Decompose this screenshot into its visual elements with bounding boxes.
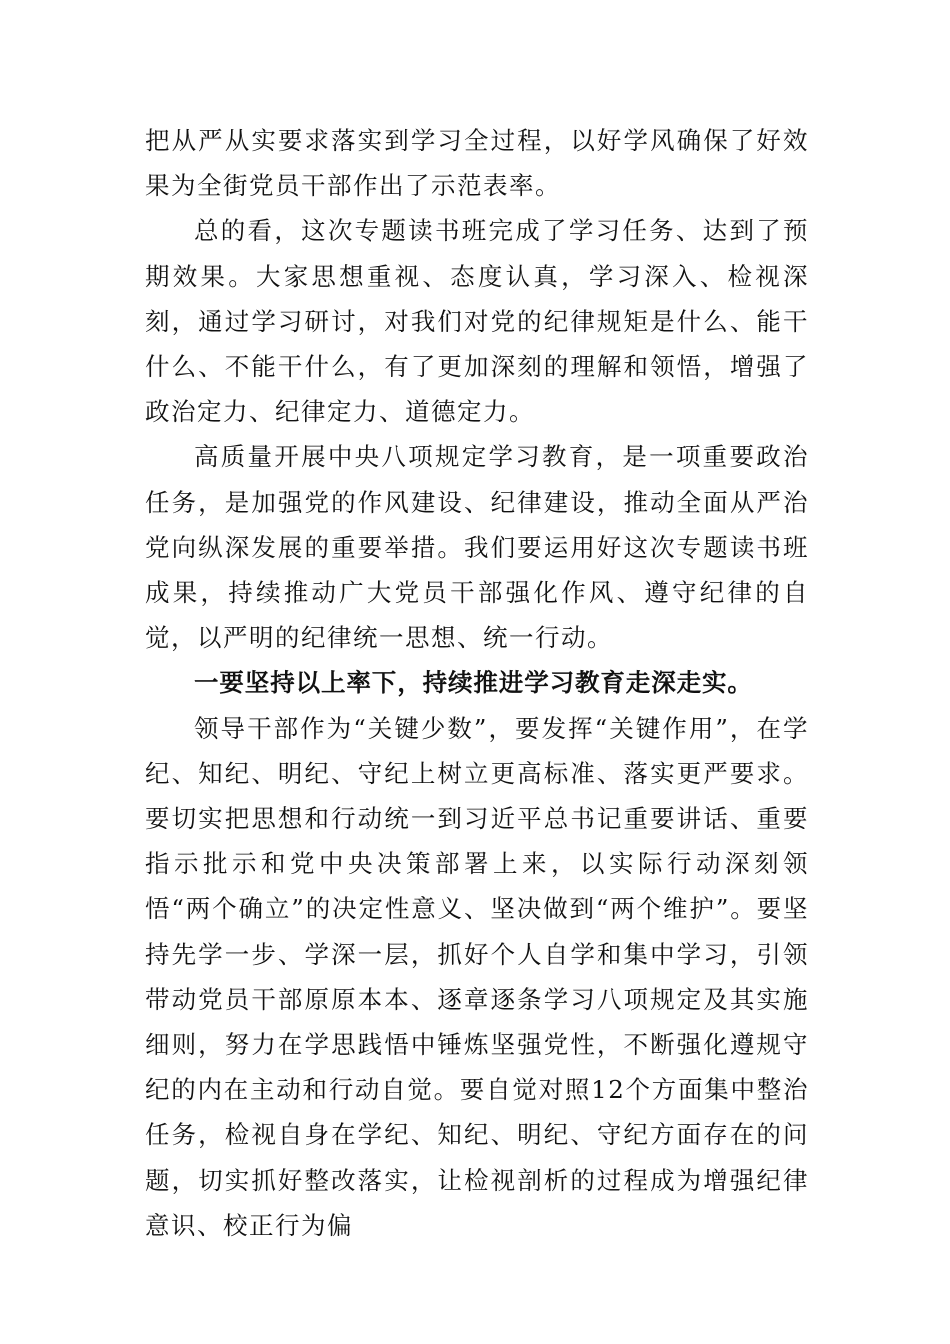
- paragraph-leading-cadres: 领导干部作为“关键少数”，要发挥“关键作用”，在学纪、知纪、明纪、守纪上树立更高标准、落实更严要求。要切实把思想和行动统一到习近平总书记重要讲话、重要指示批示和党中央决策部署上来，以实际行动深刻领悟“两个确立”的决定性意义、坚决做到“两个维护”。要坚持先学一步、学深一层，抓好个人自学和集中学习，引领带动党员干部原原本本、逐章逐条学习八项规定及其实施细则，努力在学思践悟中锤炼坚强党性，不断强化遵规守纪的内在主动和行动自觉。要自觉对照12个方面集中整治任务，检视自身在学纪、知纪、明纪、守纪方面存在的问题，切实抓好整改落实，让检视剖析的过程成为增强纪律意识、校正行为偏: [145, 713, 809, 1240]
- paragraph-summary: 总的看，这次专题读书班完成了学习任务、达到了预期效果。大家思想重视、态度认真，学习深入、检视深刻，通过学习研讨，对我们对党的纪律规矩是什么、能干什么、不能干什么，有了更加深刻的理解和领悟，增强了政治定力、纪律定力、道德定力。: [145, 216, 809, 427]
- document-body: [145, 118, 809, 1248]
- paragraph-continuation: 把从严从实要求落实到学习全过程，以好学风确保了好效果为全街党员干部作出了示范表率。: [145, 126, 809, 201]
- paragraph-education-task: 高质量开展中央八项规定学习教育，是一项重要政治任务，是加强党的作风建设、纪律建设，推动全面从严治党向纵深发展的重要举措。我们要运用好这次专题读书班成果，持续推动广大党员干部强化作风、遵守纪律的自觉，以严明的纪律统一思想、统一行动。: [145, 442, 809, 653]
- section-heading: 一要坚持以上率下，持续推进学习教育走深走实。: [194, 668, 753, 698]
